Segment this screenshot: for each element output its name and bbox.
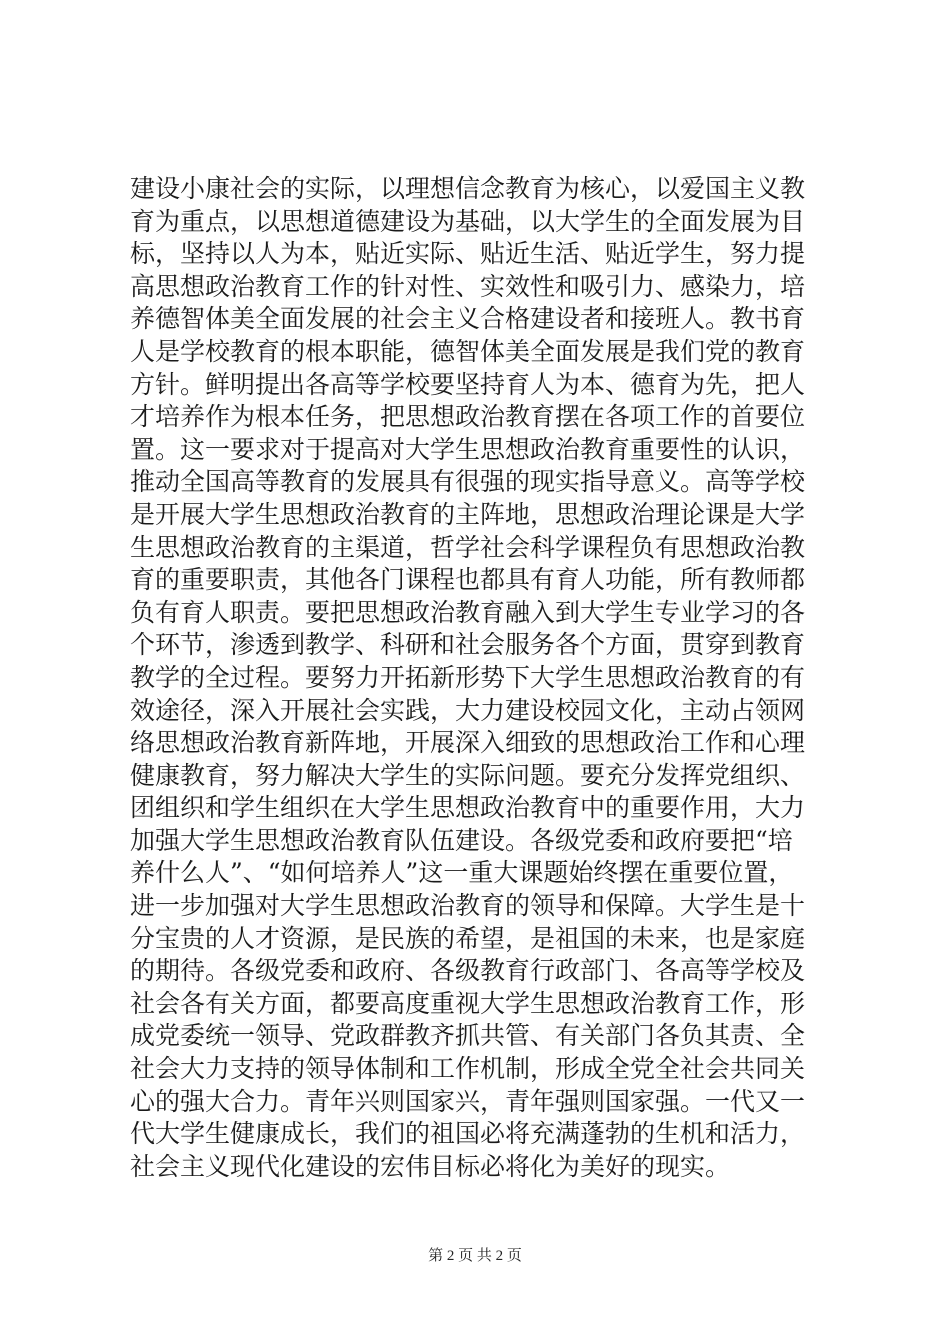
text-line: 养德智体美全面发展的社会主义合格建设者和接班人。教书育 xyxy=(130,304,806,334)
text-line: 推动全国高等教育的发展具有很强的现实指导意义。高等学校 xyxy=(130,467,806,497)
text-line: 社会大力支持的领导体制和工作机制，形成全党全社会共同关 xyxy=(130,1054,806,1084)
text-line: 养什么人”、“如何培养人”这一重大课题始终摆在重要位置， xyxy=(130,858,794,888)
text-line: 育为重点，以思想道德建设为基础，以大学生的全面发展为目 xyxy=(130,206,806,236)
text-line: 方针。鲜明提出各高等学校要坚持育人为本、德育为先，把人 xyxy=(130,369,806,399)
text-line: 健康教育，努力解决大学生的实际问题。要充分发挥党组织、 xyxy=(130,760,806,790)
text-line: 络思想政治教育新阵地，开展深入细致的思想政治工作和心理 xyxy=(130,728,806,758)
text-line: 个环节，渗透到教学、科研和社会服务各个方面，贯穿到教育 xyxy=(130,630,806,660)
text-line: 是开展大学生思想政治教育的主阵地，思想政治理论课是大学 xyxy=(130,499,806,529)
text-line: 生思想政治教育的主渠道，哲学社会科学课程负有思想政治教 xyxy=(130,532,806,562)
text-line: 育的重要职责，其他各门课程也都具有育人功能，所有教师都 xyxy=(130,565,806,595)
text-line: 加强大学生思想政治教育队伍建设。各级党委和政府要把“培 xyxy=(130,825,793,855)
text-line: 心的强大合力。青年兴则国家兴，青年强则国家强。一代又一 xyxy=(130,1086,806,1116)
text-line: 团组织和学生组织在大学生思想政治教育中的重要作用，大力 xyxy=(130,793,806,823)
text-line: 进一步加强对大学生思想政治教育的领导和保障。大学生是十 xyxy=(130,891,806,921)
text-line: 负有育人职责。要把思想政治教育融入到大学生专业学习的各 xyxy=(130,597,806,627)
text-line: 高思想政治教育工作的针对性、实效性和吸引力、感染力，培 xyxy=(130,271,806,301)
text-line: 的期待。各级党委和政府、各级教育行政部门、各高等学校及 xyxy=(130,956,806,986)
text-line: 成党委统一领导、党政群教齐抓共管、有关部门各负其责、全 xyxy=(130,1021,806,1051)
text-line: 代大学生健康成长，我们的祖国必将充满蓬勃的生机和活力， xyxy=(130,1119,806,1149)
body-paragraph xyxy=(130,173,830,1183)
text-line: 社会各有关方面，都要高度重视大学生思想政治教育工作，形 xyxy=(130,988,806,1018)
page-number-footer: 第 2 页 共 2 页 xyxy=(428,1248,522,1264)
text-line: 教学的全过程。要努力开拓新形势下大学生思想政治教育的有 xyxy=(130,662,806,692)
text-line: 人是学校教育的根本职能，德智体美全面发展是我们党的教育 xyxy=(130,336,806,366)
text-line: 置。这一要求对于提高对大学生思想政治教育重要性的认识， xyxy=(130,434,806,464)
text-line: 效途径，深入开展社会实践，大力建设校园文化，主动占领网 xyxy=(130,695,806,725)
text-line: 分宝贵的人才资源，是民族的希望，是祖国的未来，也是家庭 xyxy=(130,923,806,953)
text-line: 标，坚持以人为本，贴近实际、贴近生活、贴近学生，努力提 xyxy=(130,239,806,269)
text-line: 建设小康社会的实际，以理想信念教育为核心，以爱国主义教 xyxy=(130,174,806,203)
text-line: 才培养作为根本任务，把思想政治教育摆在各项工作的首要位 xyxy=(130,402,806,432)
text-line: 社会主义现代化建设的宏伟目标必将化为美好的现实。 xyxy=(130,1151,731,1181)
